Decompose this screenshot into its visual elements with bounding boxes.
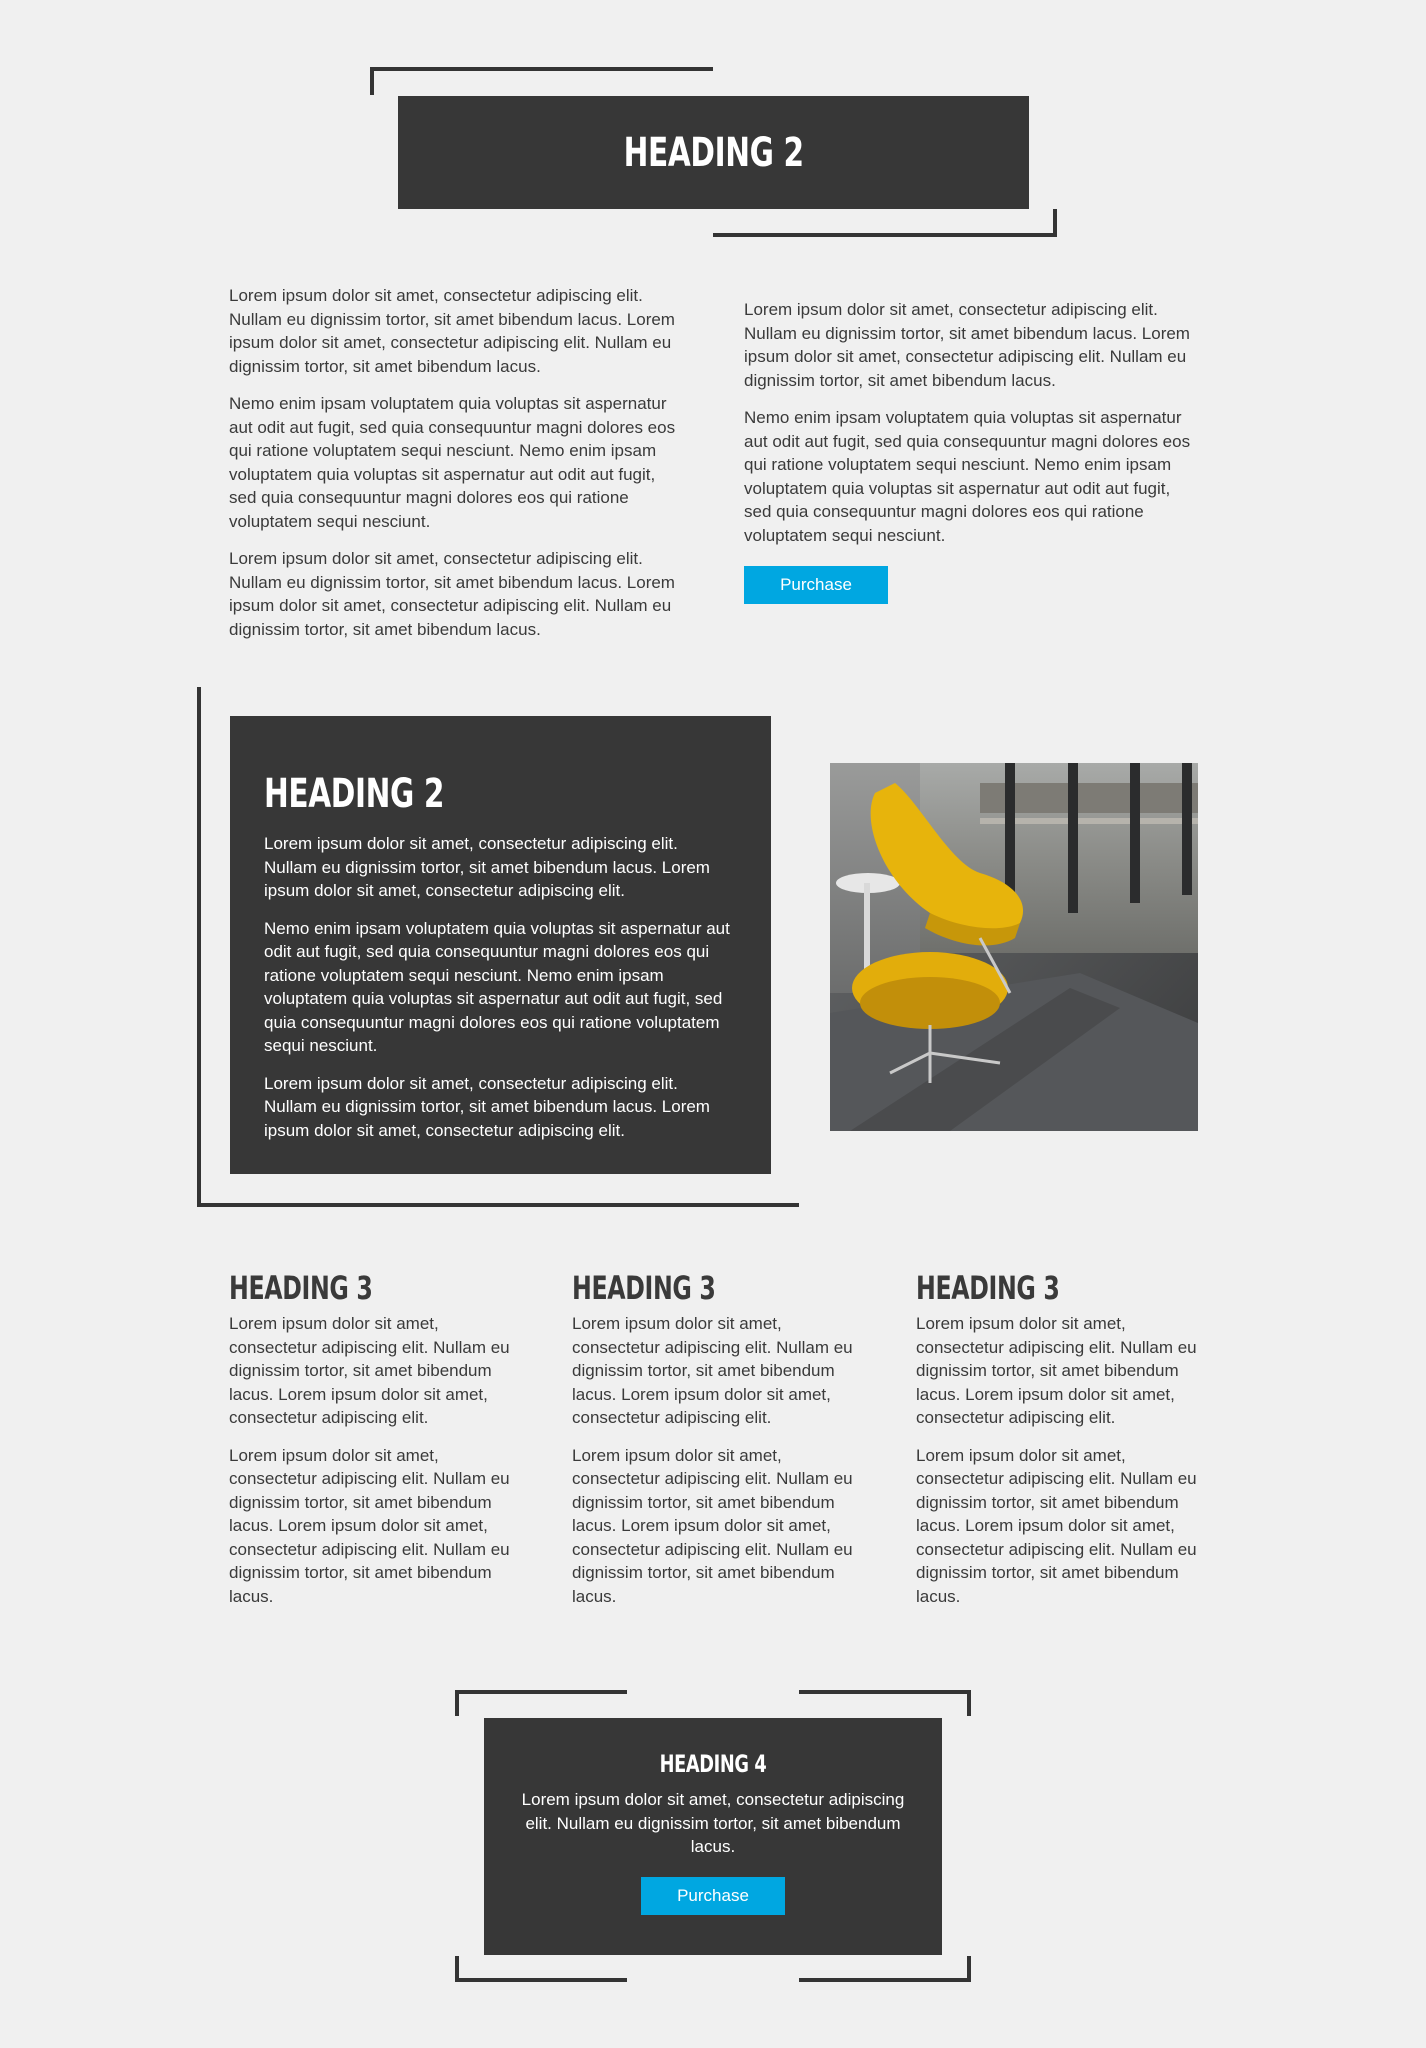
- body-paragraph: Lorem ipsum dolor sit amet, consectetur adipiscing elit. Nullam eu dignissim tortor, sit amet bibendum lacus. Lorem ipsum dolor sit amet, consectetur adipiscing elit. Nullam eu dignissim tortor, sit amet bibendum lacus.: [572, 1445, 853, 1606]
- bracket-line: [1053, 209, 1057, 237]
- purchase-button[interactable]: Purchase: [744, 566, 888, 604]
- cta-box: [484, 1718, 942, 1955]
- panel-paragraph: Lorem ipsum dolor sit amet, consectetur adipiscing elit. Nullam eu dignissim tortor, sit amet bibendum lacus. Lorem ipsum dolor sit amet, consectetur adipiscing elit.: [264, 1073, 710, 1140]
- bracket-line: [455, 1690, 459, 1716]
- body-paragraph: Lorem ipsum dolor sit amet, consectetur adipiscing elit. Nullam eu dignissim tortor, sit amet bibendum lacus. Lorem ipsum dolor sit amet, consectetur adipiscing elit. Nullam eu dignissim tortor, sit amet bibendum lacus.: [229, 286, 675, 376]
- page-title: HEADING 2: [623, 129, 804, 176]
- body-paragraph: Lorem ipsum dolor sit amet, consectetur adipiscing elit. Nullam eu dignissim tortor, sit amet bibendum lacus. Lorem ipsum dolor sit amet, consectetur adipiscing elit. Nullam eu dignissim tortor, sit amet bibendum lacus.: [916, 1445, 1197, 1606]
- cta-paragraph: Lorem ipsum dolor sit amet, consectetur adipiscing elit. Nullam eu dignissim tortor, sit amet bibendum lacus.: [521, 1790, 905, 1856]
- bracket-line: [967, 1956, 971, 1982]
- body-paragraph: Lorem ipsum dolor sit amet, consectetur adipiscing elit. Nullam eu dignissim tortor, sit amet bibendum lacus. Lorem ipsum dolor sit amet, consectetur adipiscing elit. Nullam eu dignissim tortor, sit amet bibendum lacus.: [229, 549, 675, 639]
- intro-left-column: [229, 284, 684, 641]
- feature-column: [229, 1270, 514, 1608]
- chair-photo-icon: [830, 763, 1198, 1131]
- body-paragraph: Lorem ipsum dolor sit amet, consectetur adipiscing elit. Nullam eu dignissim tortor, sit amet bibendum lacus. Lorem ipsum dolor sit amet, consectetur adipiscing elit.: [229, 1314, 510, 1427]
- bracket-line: [967, 1690, 971, 1716]
- cta-heading: HEADING 4: [659, 1750, 767, 1778]
- panel-paragraph: Lorem ipsum dolor sit amet, consectetur adipiscing elit. Nullam eu dignissim tortor, sit amet bibendum lacus. Lorem ipsum dolor sit amet, consectetur adipiscing elit.: [264, 834, 710, 900]
- feature-column: [572, 1270, 857, 1608]
- bracket-line: [455, 1690, 627, 1694]
- column-heading: HEADING 3: [229, 1269, 373, 1307]
- column-heading: HEADING 3: [572, 1269, 716, 1307]
- body-paragraph: Nemo enim ipsam voluptatem quia voluptas sit aspernatur aut odit aut fugit, sed quia consequuntur magni dolores eos qui ratione voluptatem sequi nesciunt. Nemo enim ipsam voluptatem quia voluptas sit aspernatur aut odit aut fugit, sed quia consequuntur magni dolores eos qui ratione voluptatem sequi nesciunt.: [744, 408, 1191, 545]
- bracket-line: [455, 1978, 627, 1982]
- bracket-line: [799, 1978, 971, 1982]
- panel-heading: HEADING 2: [264, 771, 445, 817]
- bracket-line: [455, 1956, 459, 1982]
- feature-column: [916, 1270, 1201, 1608]
- column-heading: HEADING 3: [916, 1269, 1060, 1307]
- bracket-line: [799, 1690, 971, 1694]
- bracket-line: [197, 687, 201, 1207]
- purchase-button[interactable]: Purchase: [641, 1877, 785, 1915]
- bracket-line: [713, 233, 1057, 237]
- panel-paragraph: Nemo enim ipsam voluptatem quia voluptas sit aspernatur aut odit aut fugit, sed quia consequuntur magni dolores eos qui ratione voluptatem sequi nesciunt. Nemo enim ipsam voluptatem quia voluptas sit aspernatur aut odit aut fugit, sed quia consequuntur magni dolores eos qui ratione voluptatem sequi nesciunt.: [264, 918, 730, 1055]
- bracket-line: [197, 1203, 799, 1207]
- body-paragraph: Lorem ipsum dolor sit amet, consectetur adipiscing elit. Nullam eu dignissim tortor, sit amet bibendum lacus. Lorem ipsum dolor sit amet, consectetur adipiscing elit. Nullam eu dignissim tortor, sit amet bibendum lacus.: [744, 300, 1190, 390]
- body-paragraph: Lorem ipsum dolor sit amet, consectetur adipiscing elit. Nullam eu dignissim tortor, sit amet bibendum lacus. Lorem ipsum dolor sit amet, consectetur adipiscing elit.: [916, 1314, 1197, 1427]
- bracket-line: [370, 67, 713, 71]
- body-paragraph: Nemo enim ipsam voluptatem quia voluptas sit aspernatur aut odit aut fugit, sed quia consequuntur magni dolores eos qui ratione voluptatem sequi nesciunt. Nemo enim ipsam voluptatem quia voluptas sit aspernatur aut odit aut fugit, sed quia consequuntur magni dolores eos qui ratione voluptatem sequi nesciunt.: [229, 394, 676, 531]
- bracket-line: [370, 67, 374, 95]
- yellow-chair-photo: [830, 763, 1198, 1131]
- body-paragraph: Lorem ipsum dolor sit amet, consectetur adipiscing elit. Nullam eu dignissim tortor, sit amet bibendum lacus. Lorem ipsum dolor sit amet, consectetur adipiscing elit.: [572, 1314, 853, 1427]
- body-paragraph: Lorem ipsum dolor sit amet, consectetur adipiscing elit. Nullam eu dignissim tortor, sit amet bibendum lacus. Lorem ipsum dolor sit amet, consectetur adipiscing elit. Nullam eu dignissim tortor, sit amet bibendum lacus.: [229, 1445, 510, 1606]
- intro-right-column: [744, 298, 1199, 547]
- feature-panel: [230, 716, 771, 1174]
- heading-banner: [398, 96, 1029, 209]
